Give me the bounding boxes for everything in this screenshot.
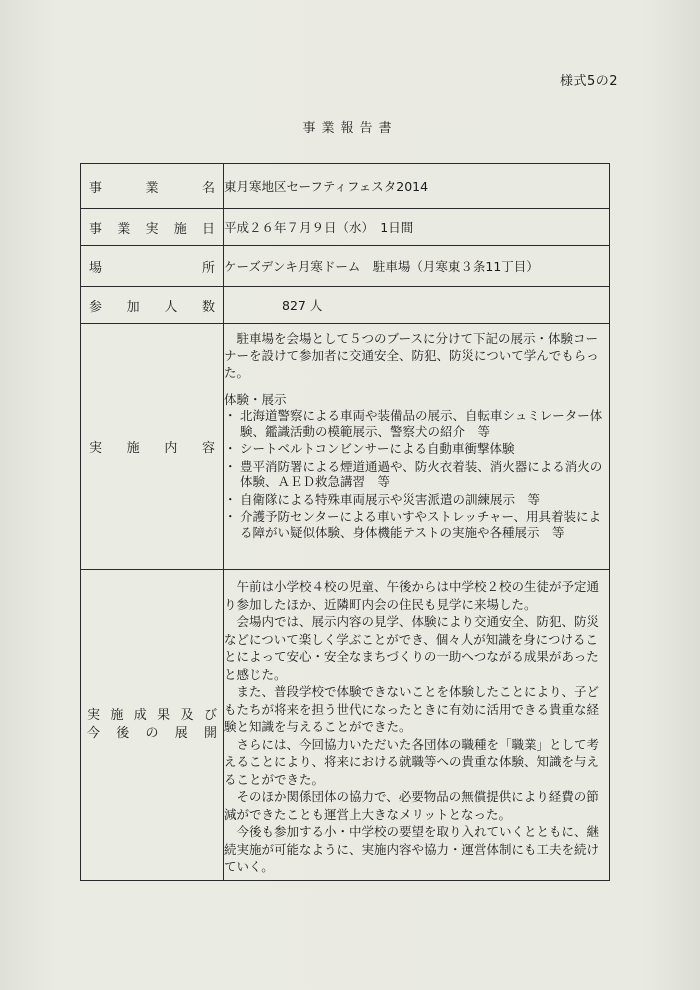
label-char: 果 xyxy=(157,708,171,723)
place-label xyxy=(81,246,224,287)
label-char: 所 xyxy=(201,260,215,276)
label-char: 容 xyxy=(201,441,215,456)
list-item: ・ 自衛隊による特殊車両展示や災害派遣の訓練展示 等 xyxy=(224,492,609,508)
label-char: 今 xyxy=(87,726,101,741)
results-value xyxy=(224,570,610,881)
label-char: 展 xyxy=(174,726,188,741)
content-label xyxy=(81,324,224,570)
result-paragraph: また、普段学校で体験できないことを体験したことにより、子どもたちが将来を担う世代になったときに有効に活用できる貴重な経験と知識を与えることができた。 xyxy=(224,684,600,734)
results-label xyxy=(81,570,224,881)
label-char: 数 xyxy=(201,299,215,315)
content-list xyxy=(224,408,609,540)
table-row xyxy=(81,570,610,881)
content-value xyxy=(224,324,610,570)
label-char: 加 xyxy=(126,299,140,315)
label-char: 事 xyxy=(89,180,103,196)
list-item: ・ 介護予防センターによる車いすやストレッチャー、用具着装による障がい疑似体験、身体機能テストの実施や各種展示 等 xyxy=(224,509,609,540)
label-char: び xyxy=(203,708,217,723)
label-char: の xyxy=(145,726,159,741)
label-char: 内 xyxy=(164,441,178,456)
project-name-value: 東月寒地区セーフティフェスタ2014 xyxy=(224,164,610,209)
label-char: 後 xyxy=(116,726,130,741)
result-paragraph: 今後も参加する小・中学校の要望を取り入れていくとともに、継続実施が可能なように、実施内容や協力・運営体制にも工夫を続けていく。 xyxy=(224,824,600,874)
date-value: 平成２６年７月９日（水） 1日間 xyxy=(224,209,610,246)
label-char: 実 xyxy=(87,708,101,723)
project-name-label xyxy=(81,164,224,209)
result-paragraph: 会場内では、展示内容の見学、体験により交通安全、防犯、防災などについて楽しく学ぶことができ、個々人が知識を身につけることによって安心・安全なまちづくりの一助へつながる成果があったと感じた。 xyxy=(224,614,600,682)
label-char: 名 xyxy=(201,180,215,196)
label-char: 参 xyxy=(89,299,103,315)
label-char: 場 xyxy=(89,260,103,276)
report-table xyxy=(80,163,610,881)
label-char: 及 xyxy=(180,708,194,723)
content-subhead: 体験・展示 xyxy=(224,392,287,407)
form-number: 様式5の2 xyxy=(560,74,619,89)
table-row xyxy=(81,246,610,287)
participants-label xyxy=(81,287,224,324)
label-char: 実 xyxy=(145,221,159,237)
list-item: ・ シートベルトコンビンサーによる自動車衝撃体験 xyxy=(224,441,609,457)
result-paragraph: さらには、今回協力いただいた各団体の職種を「職業」として考えることにより、将来における就職等への貴重な体験、知識を与えることができた。 xyxy=(224,736,600,787)
result-paragraph: 午前は小学校４校の児童、午後からは中学校２校の生徒が予定通り参加したほか、近隣町内会の住民も見学に来場した。 xyxy=(224,579,600,612)
list-item: ・ 北海道警察による車両や装備品の展示、自転車シュミレーター体験、鑑識活動の模範展示、警察犬の紹介 等 xyxy=(224,408,609,439)
label-char: 業 xyxy=(117,221,131,237)
label-char: 日 xyxy=(201,221,215,237)
list-item: ・ 豊平消防署による煙道通過や、防火衣着装、消火器による消火の体験、ＡＥＤ救急講習 等 xyxy=(224,459,609,490)
label-char: 業 xyxy=(145,180,159,196)
place-value: ケーズデンキ月寒ドーム 駐車場（月寒東３条11丁目） xyxy=(224,246,610,287)
label-char: 施 xyxy=(110,708,124,723)
table-row xyxy=(81,287,610,324)
label-char: 実 xyxy=(89,441,103,456)
table-row xyxy=(81,164,610,209)
label-char: 施 xyxy=(173,221,187,237)
label-char: 人 xyxy=(164,299,178,315)
content-intro: 駐車場を会場として５つのブースに分けて下記の展示・体験コーナーを設けて参加者に交通安全、防犯、防災について学んでもらった。 xyxy=(224,331,599,380)
participants-value xyxy=(224,287,610,324)
participant-count: 827 人 xyxy=(282,298,323,313)
label-char: 事 xyxy=(89,221,103,237)
label-char: 成 xyxy=(133,708,147,723)
label-char: 施 xyxy=(126,441,140,456)
page-title: 事業報告書 xyxy=(302,121,398,136)
table-row xyxy=(81,324,610,570)
result-paragraph: そのほか関係団体の協力で、必要物品の無償提供により経費の節減ができたことも運営上大きなメリットとなった。 xyxy=(224,789,599,822)
date-label xyxy=(81,209,224,246)
table-row xyxy=(81,209,610,246)
label-char: 開 xyxy=(203,726,217,741)
